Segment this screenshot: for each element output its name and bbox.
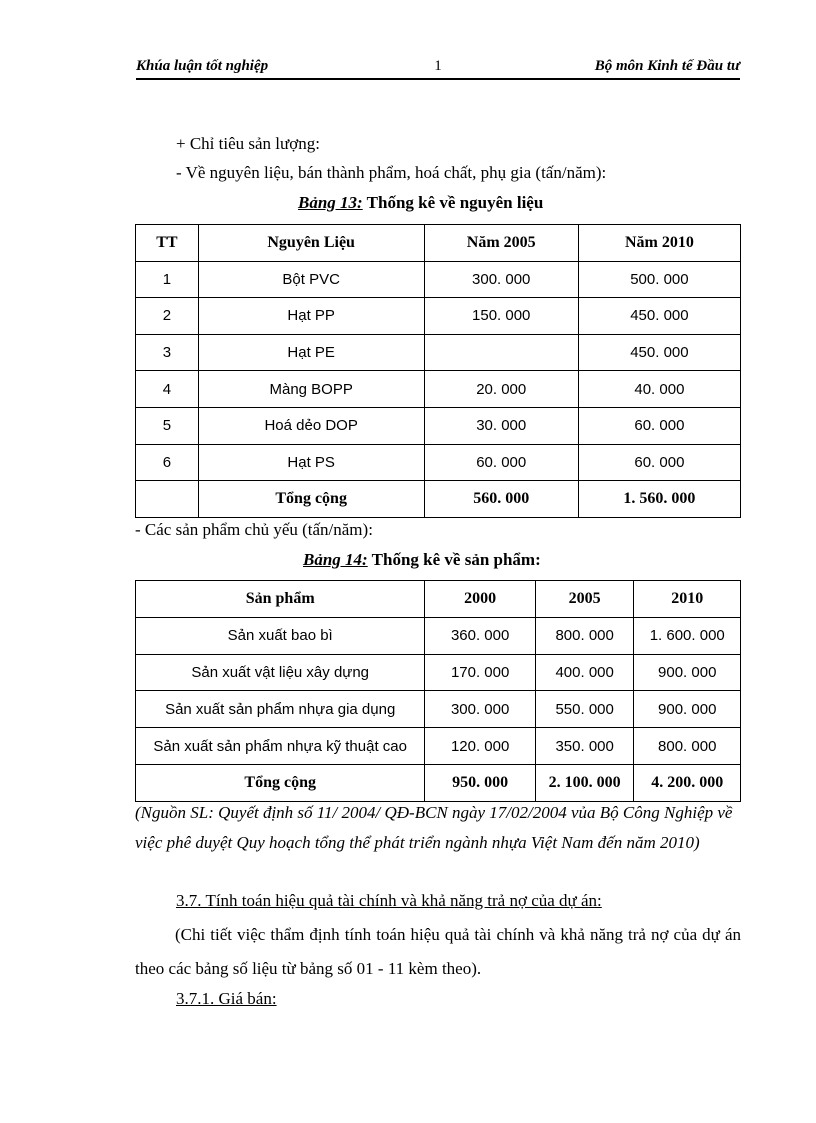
- table14-caption: [303, 550, 541, 570]
- section-3-7-heading: 3.7. Tính toán hiệu quả tài chính và khả năng trả nợ của dự án:: [176, 891, 602, 910]
- header-cell: Năm 2005: [424, 225, 578, 262]
- table-cell: 30. 000: [424, 407, 578, 444]
- table-cell: 60. 000: [578, 444, 740, 481]
- table-row: [136, 691, 741, 728]
- table-row: [136, 407, 741, 444]
- table-cell: Sản xuất vật liệu xây dựng: [136, 654, 425, 691]
- table-cell: 120. 000: [425, 728, 536, 765]
- total-label: Tổng cộng: [198, 481, 424, 518]
- products-intro-line: - Các sản phẩm chủ yếu (tấn/năm):: [135, 520, 373, 539]
- materials-intro-line: - Về nguyên liệu, bán thành phẩm, hoá chất, phụ gia (tấn/năm):: [176, 163, 607, 182]
- table-cell: 60. 000: [578, 407, 740, 444]
- total-2005: 2. 100. 000: [535, 764, 634, 801]
- table-row: [136, 371, 741, 408]
- table-cell: 800. 000: [535, 617, 634, 654]
- header-department: Bộ môn Kinh tế Đầu tư: [594, 58, 740, 74]
- header-cell: Nguyên Liệu: [198, 225, 424, 262]
- total-label: Tổng cộng: [136, 764, 425, 801]
- table-cell: Hạt PE: [198, 334, 424, 371]
- table-cell: Sản xuất bao bì: [136, 617, 425, 654]
- section-3-7-1-heading: 3.7.1. Giá bán:: [176, 989, 277, 1008]
- table-cell: 900. 000: [634, 654, 741, 691]
- table-row: [136, 261, 741, 298]
- table-cell: 4: [136, 371, 199, 408]
- table-cell: 2: [136, 298, 199, 335]
- table-cell: 5: [136, 407, 199, 444]
- table-cell: 3: [136, 334, 199, 371]
- table-cell: [136, 481, 199, 518]
- table13-caption-text: Thống kê về nguyên liệu: [362, 193, 544, 212]
- table-cell: 450. 000: [578, 334, 740, 371]
- page-header: [136, 56, 740, 80]
- table-cell: 450. 000: [578, 298, 740, 335]
- total-2010: 4. 200. 000: [634, 764, 741, 801]
- header-cell: Năm 2010: [578, 225, 740, 262]
- total-2000: 950. 000: [425, 764, 536, 801]
- table-cell: 20. 000: [424, 371, 578, 408]
- table14-caption-label: Bảng 14:: [303, 550, 368, 569]
- table-row: [136, 444, 741, 481]
- table13-caption: [298, 193, 543, 213]
- table-cell: Màng BOPP: [198, 371, 424, 408]
- table-cell: 300. 000: [424, 261, 578, 298]
- source-note: (Nguồn SL: Quyết định số 11/ 2004/ QĐ-BCN ngày 17/02/2004 vủa Bộ Công Nghiệp về việc phê duyệt Quy hoạch tổng thể phát triển ngành nhựa Việt Nam đến năm 2010): [135, 803, 733, 852]
- page-number: 1: [434, 58, 442, 74]
- table-cell: 550. 000: [535, 691, 634, 728]
- output-indicator-line: + Chỉ tiêu sản lượng:: [176, 134, 320, 153]
- table-cell: 350. 000: [535, 728, 634, 765]
- table-cell: 6: [136, 444, 199, 481]
- table-row: [136, 654, 741, 691]
- header-thesis-title: Khúa luận tốt nghiệp: [136, 58, 269, 74]
- table-cell: Hạt PP: [198, 298, 424, 335]
- table-cell: 60. 000: [424, 444, 578, 481]
- table-row: [136, 298, 741, 335]
- table-header-row: [136, 225, 741, 262]
- table-cell: 300. 000: [425, 691, 536, 728]
- table-cell: Hạt PS: [198, 444, 424, 481]
- table-row: [136, 617, 741, 654]
- table-cell: 40. 000: [578, 371, 740, 408]
- table-cell: 150. 000: [424, 298, 578, 335]
- table-cell: 400. 000: [535, 654, 634, 691]
- table-cell: Bột PVC: [198, 261, 424, 298]
- header-cell: Sản phẩm: [136, 581, 425, 618]
- table-cell: Hoá dẻo DOP: [198, 407, 424, 444]
- table-total-row: [136, 764, 741, 801]
- total-2005: 560. 000: [424, 481, 578, 518]
- table-cell: 1. 600. 000: [634, 617, 741, 654]
- section-3-7-paragraph: (Chi tiết việc thẩm định tính toán hiệu quả tài chính và khả năng trả nợ của dự án theo các bảng số liệu từ bảng số 01 - 11 kèm theo).: [135, 925, 741, 978]
- table-row: [136, 728, 741, 765]
- table-cell: Sản xuất sản phẩm nhựa gia dụng: [136, 691, 425, 728]
- table-total-row: [136, 481, 741, 518]
- table-cell: Sản xuất sản phẩm nhựa kỹ thuật cao: [136, 728, 425, 765]
- table-row: [136, 334, 741, 371]
- table-cell: 800. 000: [634, 728, 741, 765]
- total-2010: 1. 560. 000: [578, 481, 740, 518]
- table-cell: 170. 000: [425, 654, 536, 691]
- table-header-row: [136, 581, 741, 618]
- table-cell: 900. 000: [634, 691, 741, 728]
- header-cell: 2005: [535, 581, 634, 618]
- table-cell: 1: [136, 261, 199, 298]
- header-cell: 2000: [425, 581, 536, 618]
- products-table: [135, 580, 741, 802]
- materials-table: [135, 224, 741, 518]
- table-cell: 500. 000: [578, 261, 740, 298]
- table-cell: 360. 000: [425, 617, 536, 654]
- header-cell: TT: [136, 225, 199, 262]
- table14-caption-text: Thống kê về sản phẩm:: [367, 550, 541, 569]
- header-cell: 2010: [634, 581, 741, 618]
- table-cell: [424, 334, 578, 371]
- table13-caption-label: Bảng 13:: [298, 193, 363, 212]
